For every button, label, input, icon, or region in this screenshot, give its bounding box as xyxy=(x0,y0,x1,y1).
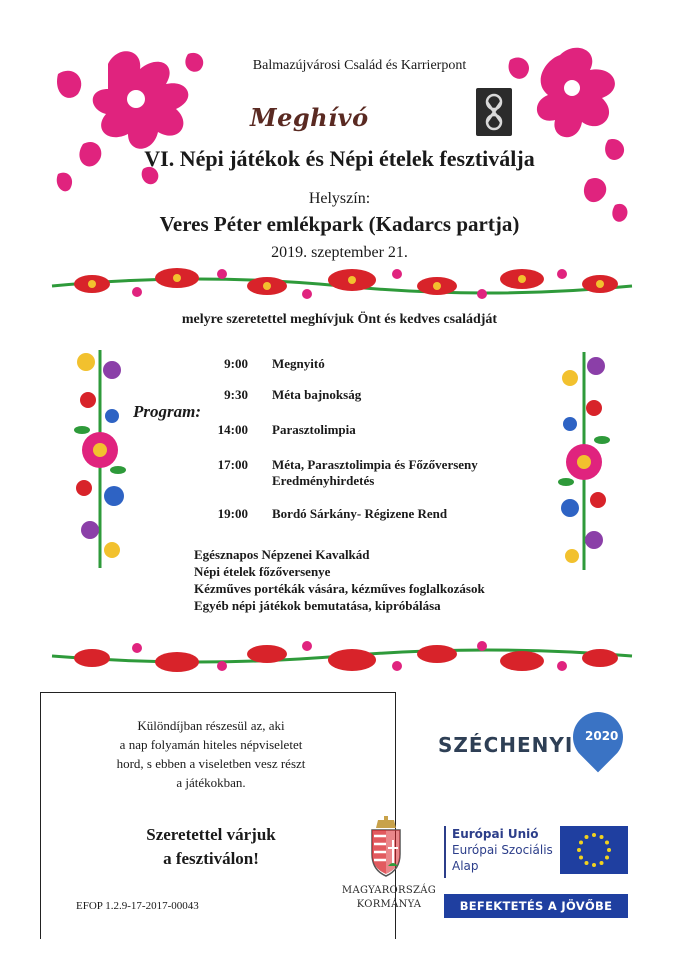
schedule-row xyxy=(200,387,560,403)
extra-activity: Kézműves portékák vására, kézműves foglalkozások xyxy=(194,581,485,596)
eu-line: Alap xyxy=(452,859,479,873)
welcome-line: Szeretettel várjuk xyxy=(146,825,276,844)
government-line: MAGYARORSZÁG xyxy=(341,885,437,896)
schedule-time: 9:30 xyxy=(224,387,248,402)
organizer-logo xyxy=(476,88,512,136)
schedule-row xyxy=(200,356,560,372)
location-name: Veres Péter emlékpark (Kadarcs partja) xyxy=(159,212,520,236)
welcome-line: a fesztiválon! xyxy=(163,849,259,868)
szechenyi-year: 2020 xyxy=(585,729,619,743)
notice-line: a játékokban. xyxy=(176,775,246,790)
schedule-time: 14:00 xyxy=(217,422,248,437)
schedule-event: Méta bajnokság xyxy=(272,387,362,402)
hungarian-coat-of-arms-icon xyxy=(366,816,406,878)
event-date: 2019. szeptember 21. xyxy=(271,244,408,261)
schedule-event: Parasztolimpia xyxy=(272,422,356,437)
costume-prize-notice xyxy=(60,716,362,792)
schedule-event: Megnyitó xyxy=(272,356,325,371)
extra-activities-list xyxy=(194,546,485,614)
notice-line: hord, s ebben a viseletben vesz részt xyxy=(116,756,306,771)
schedule-time: 17:00 xyxy=(217,457,248,472)
location-label: Helyszín: xyxy=(308,190,371,207)
invite-line: melyre szeretettel meghívjuk Önt és kedves családját xyxy=(181,312,498,327)
eu-line: Európai Szociális xyxy=(452,843,553,857)
program-label: Program: xyxy=(133,402,201,421)
embroidery-band-top xyxy=(52,264,632,304)
extra-activity: Egyéb népi játékok bemutatása, kipróbálása xyxy=(194,598,441,613)
extra-activity: Egésznapos Népzenei Kavalkád xyxy=(194,547,370,562)
notice-line: Különdíjban részesül az, aki xyxy=(137,718,285,733)
knot-icon xyxy=(476,88,512,136)
eu-slogan-bar: BEFEKTETÉS A JÖVŐBE xyxy=(444,894,628,918)
eu-divider xyxy=(444,826,446,878)
left-side-floral-ornament xyxy=(72,350,128,568)
schedule-event xyxy=(272,457,560,489)
schedule-row xyxy=(200,457,560,489)
festival-title: VI. Népi játékok és Népi ételek fesztiválja xyxy=(144,146,535,171)
organizer-name: Balmazújvárosi Család és Karrierpont xyxy=(252,58,467,73)
invitation-heading: Meghívó xyxy=(250,103,369,132)
szechenyi-logo-text: SZÉCHENYI xyxy=(438,733,574,757)
embroidery-band-bottom xyxy=(52,636,632,676)
extra-activity: Népi ételek főzőversenye xyxy=(194,564,331,579)
schedule-row xyxy=(200,422,560,438)
welcome-message xyxy=(60,823,362,871)
eu-flag-icon xyxy=(560,826,628,874)
government-label xyxy=(336,884,442,912)
schedule-row xyxy=(200,506,560,522)
schedule-event-line: Eredményhirdetés xyxy=(272,473,375,488)
schedule-event: Bordó Sárkány- Régizene Rend xyxy=(272,506,448,521)
notice-line: a nap folyamán hiteles népviseletet xyxy=(119,737,303,752)
schedule-time: 19:00 xyxy=(217,506,248,521)
schedule-time: 9:00 xyxy=(224,356,248,371)
eu-fund-label xyxy=(452,826,553,874)
right-side-floral-ornament xyxy=(556,352,612,570)
project-code: EFOP 1.2.9-17-2017-00043 xyxy=(76,900,199,912)
eu-line: Európai Unió xyxy=(452,827,539,841)
schedule-event-line: Méta, Parasztolimpia és Főzőverseny xyxy=(272,457,478,472)
government-line: KORMÁNYA xyxy=(356,899,422,910)
